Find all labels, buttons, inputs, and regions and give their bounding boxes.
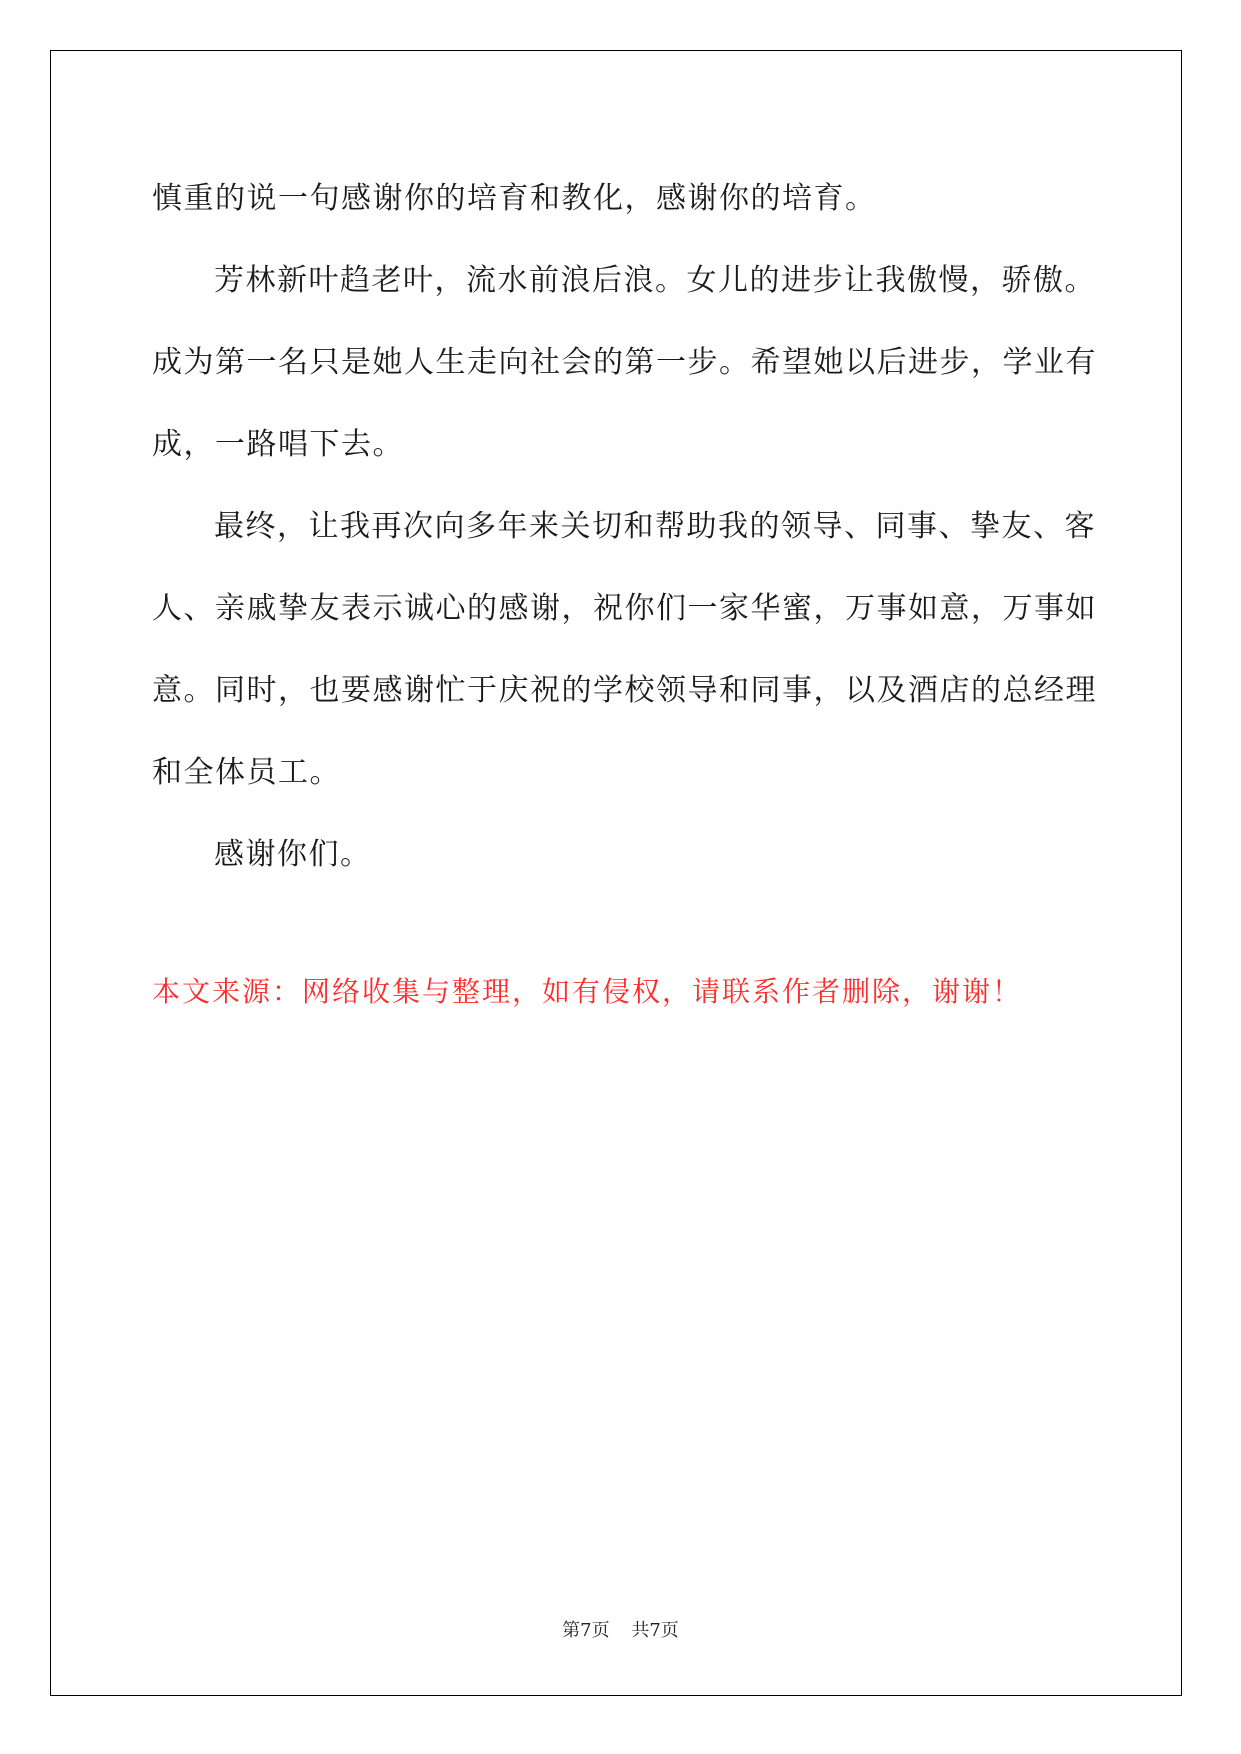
source-note: 本文来源：网络收集与整理，如有侵权，请联系作者删除，谢谢！ — [152, 975, 1023, 1008]
page-number-current: 第7页 — [562, 1620, 610, 1641]
paragraph-line: 成为第一名只是她人生走向社会的第一步。希望她以后进步，学业有 — [152, 345, 1097, 380]
paragraph-line: 最终，让我再次向多年来关切和帮助我的领导、同事、挚友、客 — [214, 509, 1096, 544]
paragraph-line: 慎重的说一句感谢你的培育和教化，感谢你的培育。 — [152, 181, 877, 216]
paragraph-line: 和全体员工。 — [152, 755, 341, 790]
document-body — [152, 158, 1097, 896]
paragraph-line: 成，一路唱下去。 — [152, 427, 404, 462]
page-number-total: 共7页 — [631, 1620, 679, 1641]
paragraph-line: 芳林新叶趋老叶，流水前浪后浪。女儿的进步让我傲慢，骄傲。 — [214, 263, 1096, 298]
paragraph-line: 感谢你们。 — [214, 837, 372, 872]
paragraph-line: 意。同时，也要感谢忙于庆祝的学校领导和同事，以及酒店的总经理 — [152, 673, 1097, 708]
page-footer — [0, 1616, 1241, 1642]
paragraph-line: 人、亲戚挚友表示诚心的感谢，祝你们一家华蜜，万事如意，万事如 — [152, 591, 1097, 626]
